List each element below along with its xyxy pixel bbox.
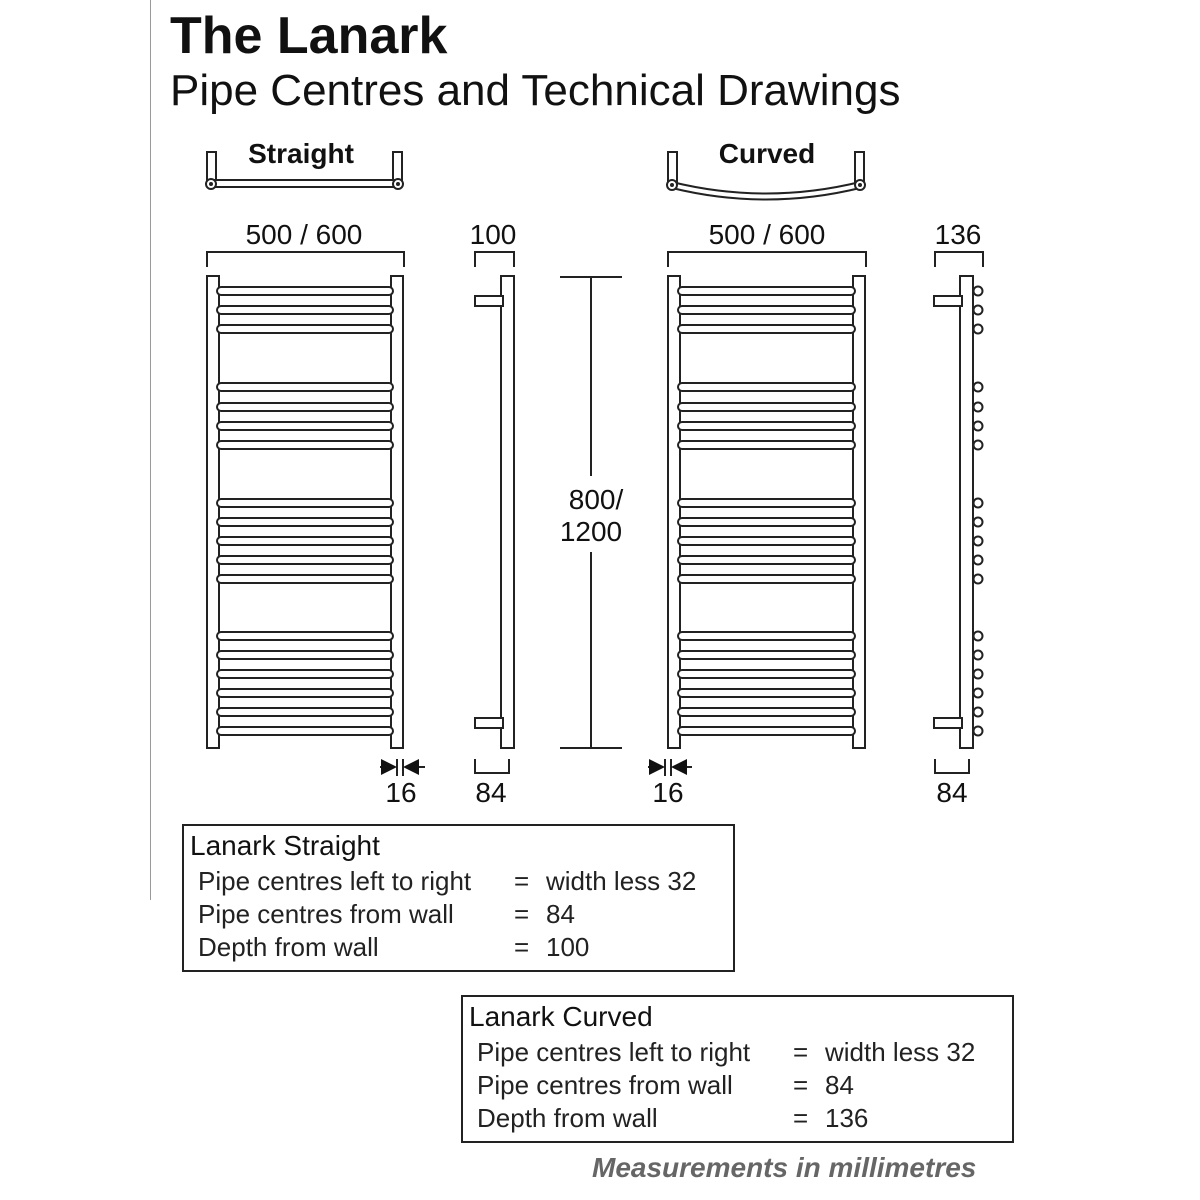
towel-bar [678, 441, 855, 449]
straight-depth-bracket [475, 252, 514, 267]
straight-front-view [207, 276, 403, 748]
spec-row-value: width less 32 [825, 1037, 976, 1067]
spec-table-straight [182, 824, 735, 972]
bar-end [974, 537, 983, 546]
spec-row-equals: = [793, 1037, 809, 1067]
towel-bar [678, 727, 855, 735]
bar-end [974, 518, 983, 527]
spec-row-label: Pipe centres from wall [198, 899, 454, 929]
units-footnote: Measurements in millimetres [592, 1152, 977, 1183]
spec-row-label: Depth from wall [198, 932, 379, 962]
spec-row-equals: = [793, 1103, 809, 1133]
curved-width-dim: 500 / 600 [708, 219, 826, 250]
towel-bar [217, 632, 393, 640]
towel-bar [678, 518, 855, 526]
curved-front-view [668, 276, 865, 748]
height-dim-line2: 1200 [559, 516, 623, 547]
spec-row-value: 136 [825, 1103, 869, 1133]
towel-bar [217, 727, 393, 735]
towel-bar [217, 689, 393, 697]
bar-end [974, 689, 983, 698]
curved-label: Curved [718, 138, 816, 169]
towel-bar [678, 287, 855, 295]
towel-bar [678, 575, 855, 583]
bar-end [974, 670, 983, 679]
towel-bar [678, 689, 855, 697]
spec-row-equals: = [514, 932, 530, 962]
towel-bar [217, 575, 393, 583]
page-subtitle: Pipe Centres and Technical Drawings [170, 66, 901, 115]
curved-pipe-width-arrows [648, 759, 692, 776]
towel-bar [217, 670, 393, 678]
curved-width-bracket [668, 252, 866, 267]
straight-width-bracket [207, 252, 404, 267]
straight-depth-dim: 100 [469, 219, 517, 250]
curved-depth-dim: 136 [934, 219, 982, 250]
towel-bar [217, 287, 393, 295]
spec-row-value: width less 32 [546, 866, 697, 896]
spec-table-title: Lanark Curved [469, 1001, 653, 1032]
towel-bar [217, 518, 393, 526]
curved-wall-bracket [935, 759, 969, 773]
spec-table-curved [461, 995, 1014, 1143]
towel-bar [678, 422, 855, 430]
towel-bar [217, 556, 393, 564]
towel-bar [678, 383, 855, 391]
spec-row-equals: = [514, 866, 530, 896]
towel-bar [678, 403, 855, 411]
towel-bar [678, 537, 855, 545]
bar-end [974, 708, 983, 717]
bar-end [974, 632, 983, 641]
bar-end [974, 287, 983, 296]
straight-width-dim: 500 / 600 [245, 219, 363, 250]
straight-pipe-width-arrows [380, 759, 425, 776]
towel-bar [678, 708, 855, 716]
spec-row-value: 100 [546, 932, 590, 962]
towel-bar [678, 499, 855, 507]
straight-pipe-width-dim: 16 [385, 777, 417, 808]
spec-table-title: Lanark Straight [190, 830, 380, 861]
spec-row-equals: = [514, 899, 530, 929]
spec-row-label: Pipe centres left to right [477, 1037, 751, 1067]
spec-row-label: Pipe centres left to right [198, 866, 472, 896]
curved-depth-bracket [935, 252, 983, 267]
bar-end [974, 499, 983, 508]
spec-row-value: 84 [546, 899, 575, 929]
straight-side-view [475, 276, 514, 748]
height-dim-line1: 800/ [568, 484, 624, 515]
curved-wall-dim: 84 [936, 777, 968, 808]
towel-bar [678, 651, 855, 659]
bar-end [974, 651, 983, 660]
bar-end [974, 306, 983, 315]
towel-bar [678, 670, 855, 678]
towel-bar [217, 306, 393, 314]
curved-side-view [934, 276, 983, 748]
towel-bar [217, 651, 393, 659]
towel-bar [217, 383, 393, 391]
bar-end [974, 325, 983, 334]
bar-end [974, 575, 983, 584]
spec-row-value: 84 [825, 1070, 854, 1100]
spec-row-label: Depth from wall [477, 1103, 658, 1133]
bar-end [974, 556, 983, 565]
towel-bar [678, 556, 855, 564]
towel-bar [217, 499, 393, 507]
bar-end [974, 441, 983, 450]
page-title: The Lanark [170, 7, 448, 65]
bar-end [974, 403, 983, 412]
towel-bar [217, 403, 393, 411]
straight-label: Straight [248, 138, 354, 169]
towel-bar [217, 325, 393, 333]
towel-bar [217, 537, 393, 545]
towel-bar [217, 441, 393, 449]
straight-wall-bracket [475, 759, 509, 773]
towel-bar [678, 325, 855, 333]
bar-end [974, 383, 983, 392]
straight-wall-dim: 84 [475, 777, 507, 808]
bar-end [974, 422, 983, 431]
towel-bar [678, 306, 855, 314]
towel-bar [217, 708, 393, 716]
spec-row-label: Pipe centres from wall [477, 1070, 733, 1100]
curved-pipe-width-dim: 16 [652, 777, 684, 808]
towel-bar [217, 422, 393, 430]
bar-end [974, 727, 983, 736]
towel-bar [678, 632, 855, 640]
spec-row-equals: = [793, 1070, 809, 1100]
